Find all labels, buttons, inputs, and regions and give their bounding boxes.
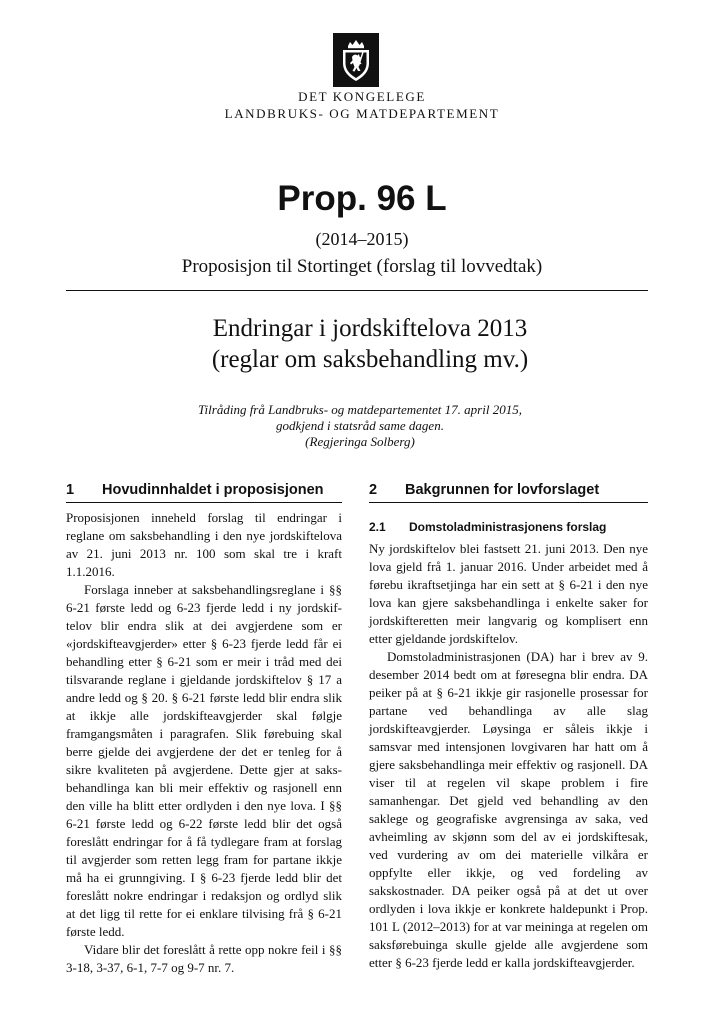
recommendation-note <box>150 402 570 450</box>
proposition-subtitle: Proposisjon til Stortinget (forslag til lovvedtak) <box>181 256 543 277</box>
recommendation-line-2: godkjend i statsråd same dagen. <box>276 418 444 433</box>
section-1-title: Hovudinnhaldet i proposisjonen <box>102 482 324 498</box>
recommendation-line-3: (Regjeringa Solberg) <box>305 434 415 449</box>
section-1-number: 1 <box>66 482 75 498</box>
section-1-rule <box>66 502 342 503</box>
section-2-title: Bakgrunnen for lovforslaget <box>405 482 600 498</box>
document-title-line-1: Endringar i jordskiftelova 2013 <box>212 315 528 342</box>
session-years: (2014–2015) <box>315 229 409 249</box>
subsection-2-1-number: 2.1 <box>369 520 386 534</box>
section-1-paragraph: Forslaga inneber at saksbehandlingsreglane i §§ 6-21 første ledd og 6-23 fjerde ledd i ny jordskiftelov blir endra slik at dei avgjerdene som er «jordskifteavgjerder» etter § 6-23 fjerde ledd får ei behandling etter § 6-21 som er meir i tråd med dei tilsvarande reglane i gjeldande jordskiftelov § 17 a andre ledd og § 20. § 6-21 første ledd blir endra slik at ikkje alle jordskifteavgjerder skal følgje framgangsmåten i paragrafen. Slik førebuing skal berre gjelde dei avgjerdene der det er tenleg for å sikre kvaliteten på avgjerdene. Dette gjer at saksbehandlinga kan bli meir effektiv og rasjonell enn den ville ha blitt etter ordlyden i den nye lova. I §§ 6-21 første ledd og 6-22 første ledd blir det også foreslått endringar for å få tydlegare fram at forslag til avgjerder som retten legg fram for partane ikkje må ha ei grunngiving. I § 6-23 fjerde ledd blir det foreslått nokre endringar i redaksjon og ordlyd slik at det ligg til rette for ei enklare tilvising frå § 6-21 første ledd. <box>66 582 342 939</box>
section-2-paragraph: Ny jordskiftelov blei fastsett 21. juni 2013. Den nye lova gjeld frå 1. januar 2016. Under arbeidet med å førebu ikraftsetjinga har ein sett at § 6-21 i den nye lova kan gjere saksbehandlinga i enkelte saker for jordskifteretten meir langvarig og komplisert enn etter gjeldande jordskiftelov. <box>369 541 648 646</box>
section-1-heading <box>66 481 342 499</box>
department-line-2: LANDBRUKS- OG MATDEPARTEMENT <box>224 106 500 121</box>
department-line-1: DET KONGELEGE <box>298 89 426 104</box>
subsection-2-1-title: Domstoladministrasjonens forslag <box>409 520 607 534</box>
title-divider <box>66 290 648 291</box>
section-2-paragraph: Domstoladministrasjonen (DA) har i brev av 9. desember 2014 bedt om at føresegna blir endra. DA peiker på at § 6-21 ikkje gir rasjonelle prosessar for partane ved behandlinga av alle slag jordskifteavgjerder. Løysinga er såleis ikkje i samsvar med intensjonen lovgivaren har hatt om å gjere saksbehandlinga meir effektiv og rasjonell. DA viser til at regelen vil skape problem i fire samanhengar. Det gjeld ved behandling av den saklege og geografiske avgrensinga av saka, ved avheimling av skjønn som del av ei jordskiftesak, ved vurdering av om dei materielle vilkåra er oppfylte eller ikkje, og ved fordeling av sakskostnader. DA peiker også på at det ut over ordlyden i lova ikkje er konkrete haldepunkt i Prop. 101 L (2012–2013) for at var meininga at regelen om saksførebuinga skulle gjelde alle avgjerdene som etter § 6-23 fjerde ledd er kalla jordskifteavgjerder. <box>369 649 648 970</box>
section-2-heading <box>369 481 648 499</box>
subsection-2-1-heading <box>369 519 648 535</box>
coat-of-arms-icon <box>333 33 379 87</box>
section-1-paragraph: Proposisjonen inneheld forslag til endringar i reglane om saksbehandling i den nye jordskiftelova av 21. juni 2013 nr. 100 som skal tre i kraft 1.1.2016. <box>66 510 342 579</box>
proposition-title: Prop. 96 L <box>277 179 447 218</box>
document-title <box>170 313 570 375</box>
department-name <box>0 88 724 122</box>
recommendation-line-1: Tilråding frå Landbruks- og matdepartementet 17. april 2015, <box>198 402 522 417</box>
section-1-body <box>66 509 342 977</box>
section-2-rule <box>369 502 648 503</box>
section-2-body <box>369 540 648 972</box>
document-title-line-2: (reglar om saksbehandling mv.) <box>211 346 529 373</box>
section-1-paragraph: Vidare blir det foreslått å rette opp nokre feil i §§ 3-18, 3-37, 6-1, 7-7 og 9-7 nr. 7. <box>66 942 342 975</box>
section-2-number: 2 <box>369 482 378 498</box>
